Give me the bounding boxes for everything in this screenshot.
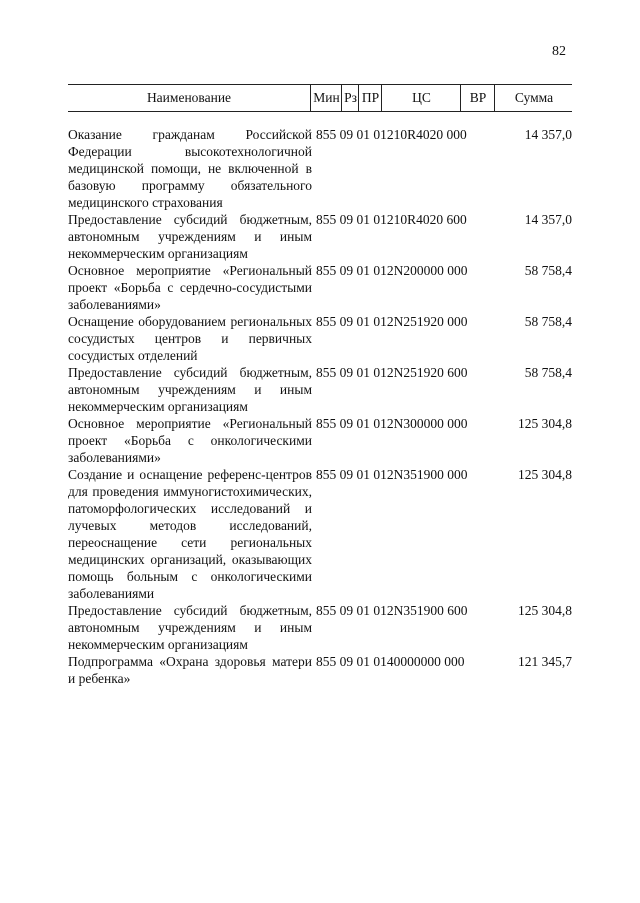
row-sum: 125 304,8 <box>518 603 572 618</box>
row-vr: 600 <box>446 212 467 227</box>
row-codes <box>316 126 467 143</box>
row-cs: 012N300000 <box>373 416 444 431</box>
table-header <box>68 84 572 112</box>
row-sum: 121 345,7 <box>518 654 572 669</box>
row-cs: 01210R4020 <box>373 127 444 142</box>
table-row <box>68 415 572 466</box>
row-rz: 09 <box>339 365 354 380</box>
row-pr: 01 <box>356 467 370 482</box>
row-cs: 012N351900 <box>373 603 444 618</box>
row-pr: 01 <box>356 314 370 329</box>
row-cs: 0140000000 <box>373 654 441 669</box>
row-cs: 012N351900 <box>373 467 444 482</box>
row-name: Основное мероприятие «Региональный проект «Борьба с онкологическими заболеваниями» <box>68 416 312 465</box>
row-cs: 012N200000 <box>373 263 444 278</box>
table-row <box>68 211 572 262</box>
row-vr: 600 <box>447 603 468 618</box>
page-number: 82 <box>552 44 566 59</box>
row-name: Предоставление субсидий бюджетным, автономным учреждениям и иным некоммерческим организациям <box>68 212 312 261</box>
row-codes <box>316 415 468 432</box>
row-name: Основное мероприятие «Региональный проект «Борьба с сердечно-сосудистыми заболеваниями» <box>68 263 312 312</box>
row-vr: 000 <box>447 263 468 278</box>
row-cs: 01210R4020 <box>373 212 444 227</box>
row-sum: 58 758,4 <box>524 263 572 278</box>
row-pr: 01 <box>356 212 370 227</box>
table-row <box>68 466 572 602</box>
table-row <box>68 602 572 653</box>
row-pr: 01 <box>356 416 370 431</box>
row-min: 855 <box>316 212 337 227</box>
row-min: 855 <box>316 654 337 669</box>
row-sum: 14 357,0 <box>524 212 572 227</box>
row-vr: 000 <box>446 127 467 142</box>
row-vr: 000 <box>447 314 468 329</box>
row-sum: 125 304,8 <box>518 467 572 482</box>
row-name: Подпрограмма «Охрана здоровья матери и ребенка» <box>68 654 312 686</box>
row-name: Оснащение оборудованием региональных сосудистых центров и первичных сосудистых отделений <box>68 314 312 363</box>
row-rz: 09 <box>339 603 354 618</box>
row-name: Оказание гражданам Российской Федерации высокотехнологичной медицинской помощи, не включенной в базовую программу обязательного медицинского страхования <box>68 127 312 210</box>
row-rz: 09 <box>339 314 354 329</box>
row-vr: 000 <box>444 654 465 669</box>
col-header-cs: ЦС <box>381 85 461 111</box>
col-header-pr: ПР <box>358 85 382 111</box>
row-name: Предоставление субсидий бюджетным, автономным учреждениям и иным некоммерческим организациям <box>68 365 312 414</box>
row-name: Создание и оснащение референс-центров для проведения иммуногистохимических, патоморфологических исследований и лучевых методов исследований, переоснащение сети региональных медицинских организаций, оказывающих помощь больным с онкологическими заболеваниями <box>68 467 312 601</box>
col-header-sum: Сумма <box>494 85 573 111</box>
row-name: Предоставление субсидий бюджетным, автономным учреждениям и иным некоммерческим организациям <box>68 603 312 652</box>
col-header-min: Мин <box>310 85 342 111</box>
row-codes <box>316 262 468 279</box>
table-body <box>68 126 572 687</box>
row-min: 855 <box>316 314 337 329</box>
row-rz: 09 <box>339 127 354 142</box>
row-sum: 58 758,4 <box>524 365 572 380</box>
row-pr: 01 <box>356 654 370 669</box>
col-header-vr: ВР <box>460 85 495 111</box>
row-min: 855 <box>316 365 337 380</box>
row-rz: 09 <box>339 263 354 278</box>
row-rz: 09 <box>339 654 354 669</box>
row-pr: 01 <box>356 127 370 142</box>
row-rz: 09 <box>339 212 354 227</box>
row-min: 855 <box>316 263 337 278</box>
row-sum: 58 758,4 <box>524 314 572 329</box>
row-codes <box>316 211 467 228</box>
row-vr: 000 <box>447 467 468 482</box>
table-row <box>68 126 572 211</box>
row-codes <box>316 466 468 483</box>
row-codes <box>316 602 468 619</box>
row-min: 855 <box>316 467 337 482</box>
row-vr: 600 <box>447 365 468 380</box>
row-codes <box>316 313 468 330</box>
row-sum: 125 304,8 <box>518 416 572 431</box>
row-sum: 14 357,0 <box>524 127 572 142</box>
table-row <box>68 313 572 364</box>
col-header-rz: Рз <box>341 85 359 111</box>
row-min: 855 <box>316 603 337 618</box>
row-rz: 09 <box>339 416 354 431</box>
row-cs: 012N251920 <box>373 314 444 329</box>
row-codes <box>316 364 468 381</box>
table-row <box>68 364 572 415</box>
row-codes <box>316 653 465 670</box>
col-header-name: Наименование <box>146 90 232 105</box>
row-rz: 09 <box>339 467 354 482</box>
row-cs: 012N251920 <box>373 365 444 380</box>
row-pr: 01 <box>356 603 370 618</box>
row-min: 855 <box>316 127 337 142</box>
row-min: 855 <box>316 416 337 431</box>
table-row <box>68 653 572 687</box>
row-vr: 000 <box>447 416 468 431</box>
row-pr: 01 <box>356 263 370 278</box>
table-row <box>68 262 572 313</box>
row-pr: 01 <box>356 365 370 380</box>
